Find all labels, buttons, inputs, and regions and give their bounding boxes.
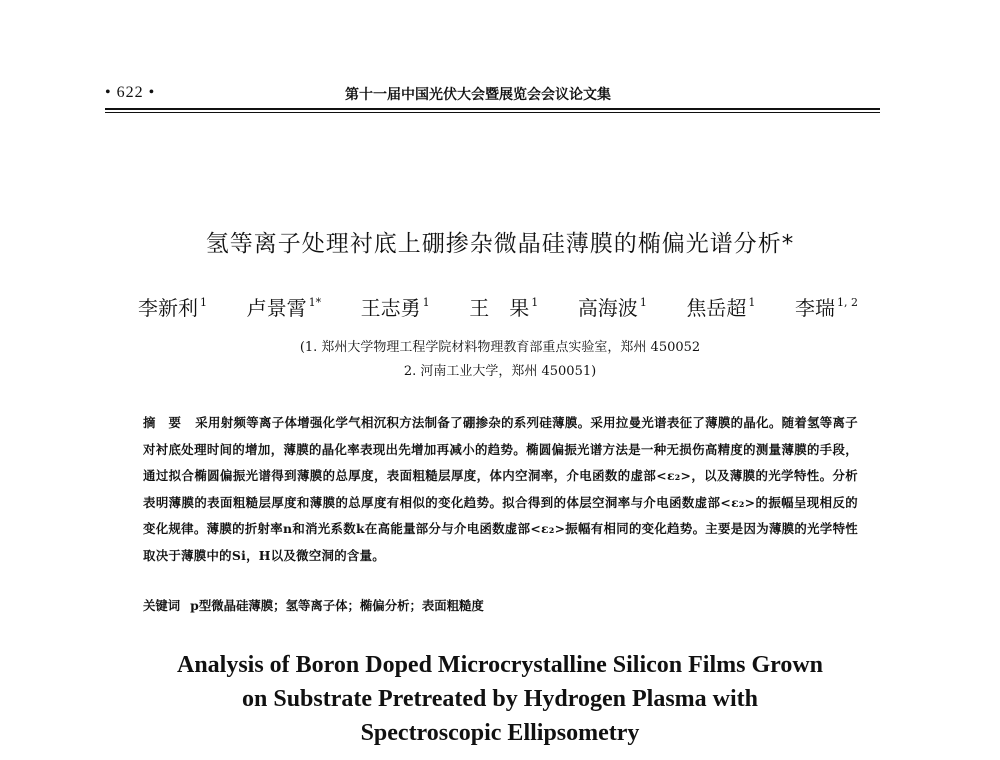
author: 李新利 $^1$	[138, 296, 207, 320]
abstract	[143, 410, 858, 569]
title-en-line: Spectroscopic Ellipsometry	[360, 720, 640, 746]
running-header	[105, 84, 880, 106]
title-en-line: on Substrate Pretreated by Hydrogen Plasma with	[242, 686, 758, 712]
abstract-label: 摘 要	[143, 415, 182, 430]
abstract-text: 采用射频等离子体增强化学气相沉积方法制备了硼掺杂的系列硅薄膜。采用拉曼光谱表征了薄膜的晶化。随着氢等离子对衬底处理时间的增加，薄膜的晶化率表现出先增加再减小的趋势。椭圆偏振光谱方法是一种无损伤高精度的测量薄膜的手段，通过拟合椭圆偏振光谱得到薄膜的总厚度，表面粗糙层厚度，体内空洞率，介电函数的虚部<ε₂>，以及薄膜的光学特性。分析表明薄膜的表面粗糙层厚度和薄膜的总厚度有相似的变化趋势。拟合得到的体层空洞率与介电函数虚部<ε₂>的振幅呈现相反的变化规律。薄膜的折射率n和消光系数k在高能量部分与介电函数虚部<ε₂>振幅有相同的变化趋势。主要是因为薄膜的光学特性取决于薄膜中的Si，H以及微空洞的含量。	[143, 415, 858, 563]
journal-title: 第十一届中国光伏大会暨展览会会议论文集	[345, 87, 611, 103]
keywords-text: p型微晶硅薄膜；氢等离子体；椭偏分析；表面粗糙度	[190, 598, 484, 613]
header-rule-thin	[105, 112, 880, 113]
author: 卢景霄 $^{1*}$	[246, 296, 322, 320]
affiliation-1: (1. 郑州大学物理工程学院材料物理教育部重点实验室，郑州 450052	[299, 340, 701, 355]
title-en-line: Analysis of Boron Doped Microcrystalline Silicon Films Grown	[176, 652, 824, 678]
paper-title-english	[0, 648, 1000, 750]
author: 焦岳超 $^1$	[686, 296, 756, 320]
keywords	[143, 596, 858, 614]
keywords-label: 关键词	[143, 598, 181, 613]
author: 李瑞 $^{1, 2}$	[794, 296, 858, 320]
header-rule	[105, 108, 880, 110]
affiliation-2: 2. 河南工业大学，郑州 450051)	[403, 364, 597, 379]
page-number: • 622 •	[105, 84, 156, 101]
author: 王 果 $^1$	[469, 296, 539, 320]
author-list	[138, 292, 858, 321]
author: 高海波 $^1$	[577, 296, 647, 320]
paper-title-chinese: 氢等离子处理衬底上硼掺杂微晶硅薄膜的椭偏光谱分析*	[205, 231, 795, 257]
author: 王志勇 $^1$	[360, 296, 430, 320]
